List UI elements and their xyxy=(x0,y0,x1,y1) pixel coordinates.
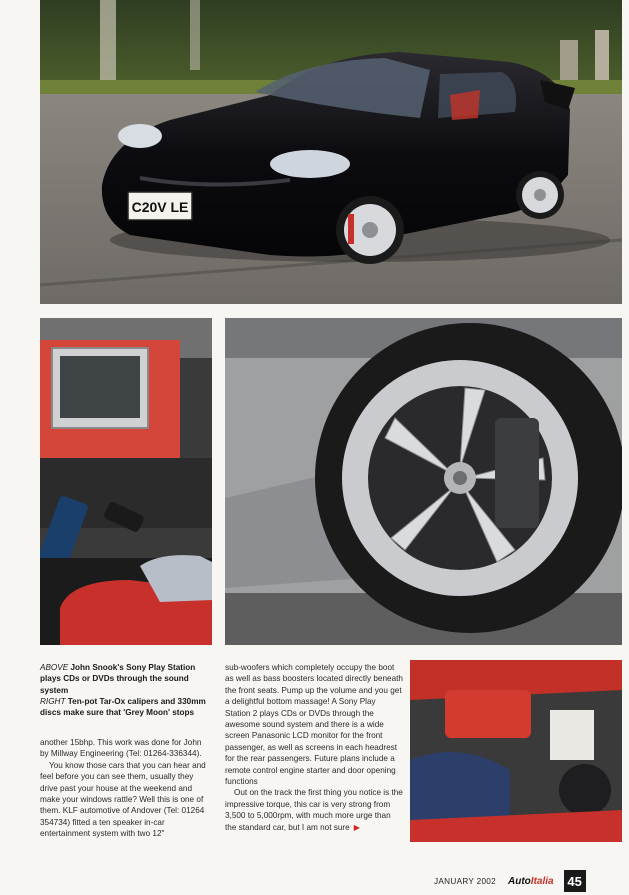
continue-arrow-icon: ▶ xyxy=(353,822,360,832)
caption-right-text: Ten-pot Tar-Ox calipers and 330mm discs make sure that 'Grey Moon' stops xyxy=(40,696,206,718)
body-column-2 xyxy=(225,662,403,833)
magazine-brand-accent: Italia xyxy=(530,875,554,887)
magazine-brand: Auto xyxy=(508,875,531,887)
photo-caption xyxy=(40,662,212,718)
caption-above-label: ABOVE xyxy=(40,663,69,672)
body-paragraph: sub-woofers which completely occupy the boot as well as bass boosters located directly beneath the front seats. Pump up the volume and you get a delightful bottom massage! A Sony Play Station 2 plays CDs or DVDs through the awesome sound system and there is a wide screen Panasonic LCD monitor for the front passenger, as well as screens in each headrest for the rear passengers. Future plans include a remote control engine starter and door opening functions xyxy=(225,663,403,787)
body-column-1 xyxy=(40,737,212,840)
issue-date: JANUARY 2002 xyxy=(434,876,497,886)
engine-bay-photo xyxy=(410,660,622,842)
plate-text: C20V LE xyxy=(131,199,189,215)
body-paragraph: You know those cars that you can hear and feel before you can see them, usually they drive past your house at the weekend and make your windows rattle? Well this is one of them. KLF automotive of Andover (Tel: 01264 354734) fitted a ten speaker in-car entertainment system with two 12" xyxy=(40,760,206,839)
caption-above-text: John Snook's Sony Play Station plays CDs or DVDs through the sound system xyxy=(40,663,196,695)
hero-car-photo xyxy=(40,0,622,304)
page-footer xyxy=(434,870,586,892)
wheel-photo xyxy=(225,318,622,645)
body-paragraph: Out on the track the first thing you notice is the impressive torque, this car is very strong from 3,500 to 5,000rpm, with much more urge than the standard car, but I am not sure xyxy=(225,788,403,832)
page-number: 45 xyxy=(564,870,586,892)
caption-right-label: RIGHT xyxy=(40,696,66,706)
console-photo xyxy=(40,318,212,645)
body-paragraph: another 15bhp. This work was done for John by Millway Engineering (Tel: 01264-336344). xyxy=(40,738,202,759)
